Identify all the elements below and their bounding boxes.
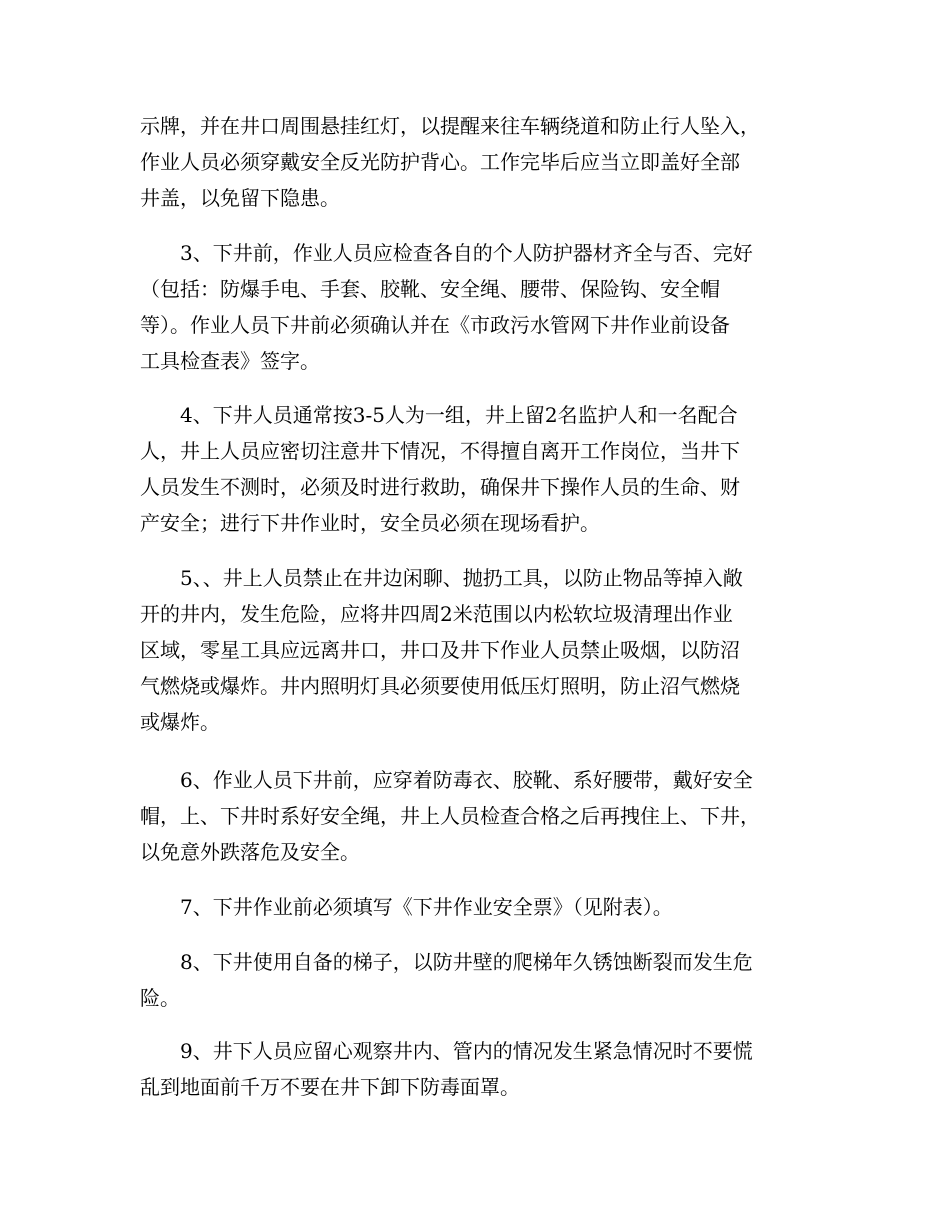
paragraph-item-8 xyxy=(140,944,810,1016)
paragraph-line: 6、作业人员下井前，应穿着防毒衣、胶靴、系好腰带，戴好安全 xyxy=(180,768,753,792)
paragraph-line: 人，井上人员应密切注意井下情况，不得擅自离开工作岗位，当井下 xyxy=(140,439,740,463)
paragraph-line: 开的井内，发生危险，应将井四周2米范围以内松软垃圾清理出作业 xyxy=(140,602,733,626)
paragraph-line: 产安全；进行下井作业时，安全员必须在现场看护。 xyxy=(140,511,600,535)
paragraph-line: （包括：防爆手电、手套、胶靴、安全绳、腰带、保险钩、安全帽 xyxy=(140,277,720,301)
paragraph-item-9 xyxy=(140,1033,810,1105)
paragraph-line: 4、下井人员通常按3-5人为一组，井上留2名监护人和一名配合 xyxy=(180,403,738,427)
paragraph-line: 3、下井前，作业人员应检查各自的个人防护器材齐全与否、完好 xyxy=(180,241,753,265)
paragraph-line: 5、、井上人员禁止在井边闲聊、抛扔工具，以防止物品等掉入敞 xyxy=(180,566,743,590)
paragraph-line: 8、下井使用自备的梯子，以防井壁的爬梯年久锈蚀断裂而发生危 xyxy=(180,950,753,974)
paragraph-continuation xyxy=(140,108,810,216)
paragraph-line: 7、下井作业前必须填写《下井作业安全票》（见附表）。 xyxy=(180,895,673,919)
paragraph-line: 乱到地面前千万不要在井下卸下防毒面罩。 xyxy=(140,1075,520,1099)
paragraph-item-6 xyxy=(140,762,810,870)
paragraph-item-3 xyxy=(140,235,810,379)
paragraph-line: 区域，零星工具应远离井口，井口及井下作业人员禁止吸烟，以防沼 xyxy=(140,638,740,662)
paragraph-line: 以免意外跌落危及安全。 xyxy=(140,840,360,864)
paragraph-line: 或爆炸。 xyxy=(140,710,220,734)
paragraph-line: 9、井下人员应留心观察井内、管内的情况发生紧急情况时不要慌 xyxy=(180,1039,753,1063)
paragraph-line: 险。 xyxy=(140,986,180,1010)
paragraph-line: 工具检查表》签字。 xyxy=(140,349,320,373)
paragraph-line: 示牌，并在井口周围悬挂红灯，以提醒来往车辆绕道和防止行人坠入， xyxy=(140,114,760,138)
paragraph-line: 人员发生不测时，必须及时进行救助，确保井下操作人员的生命、财 xyxy=(140,475,740,499)
paragraph-line: 等）。作业人员下井前必须确认并在《市政污水管网下井作业前设备 xyxy=(140,313,730,337)
paragraph-item-7 xyxy=(140,889,810,925)
paragraph-item-5 xyxy=(140,560,810,740)
paragraph-line: 作业人员必须穿戴安全反光防护背心。工作完毕后应当立即盖好全部 xyxy=(140,150,740,174)
paragraph-item-4 xyxy=(140,397,810,541)
paragraph-line: 井盖，以免留下隐患。 xyxy=(140,186,340,210)
paragraph-line: 帽，上、下井时系好安全绳，井上人员检查合格之后再拽住上、下井， xyxy=(140,804,760,828)
paragraph-line: 气燃烧或爆炸。井内照明灯具必须要使用低压灯照明，防止沼气燃烧 xyxy=(140,674,740,698)
